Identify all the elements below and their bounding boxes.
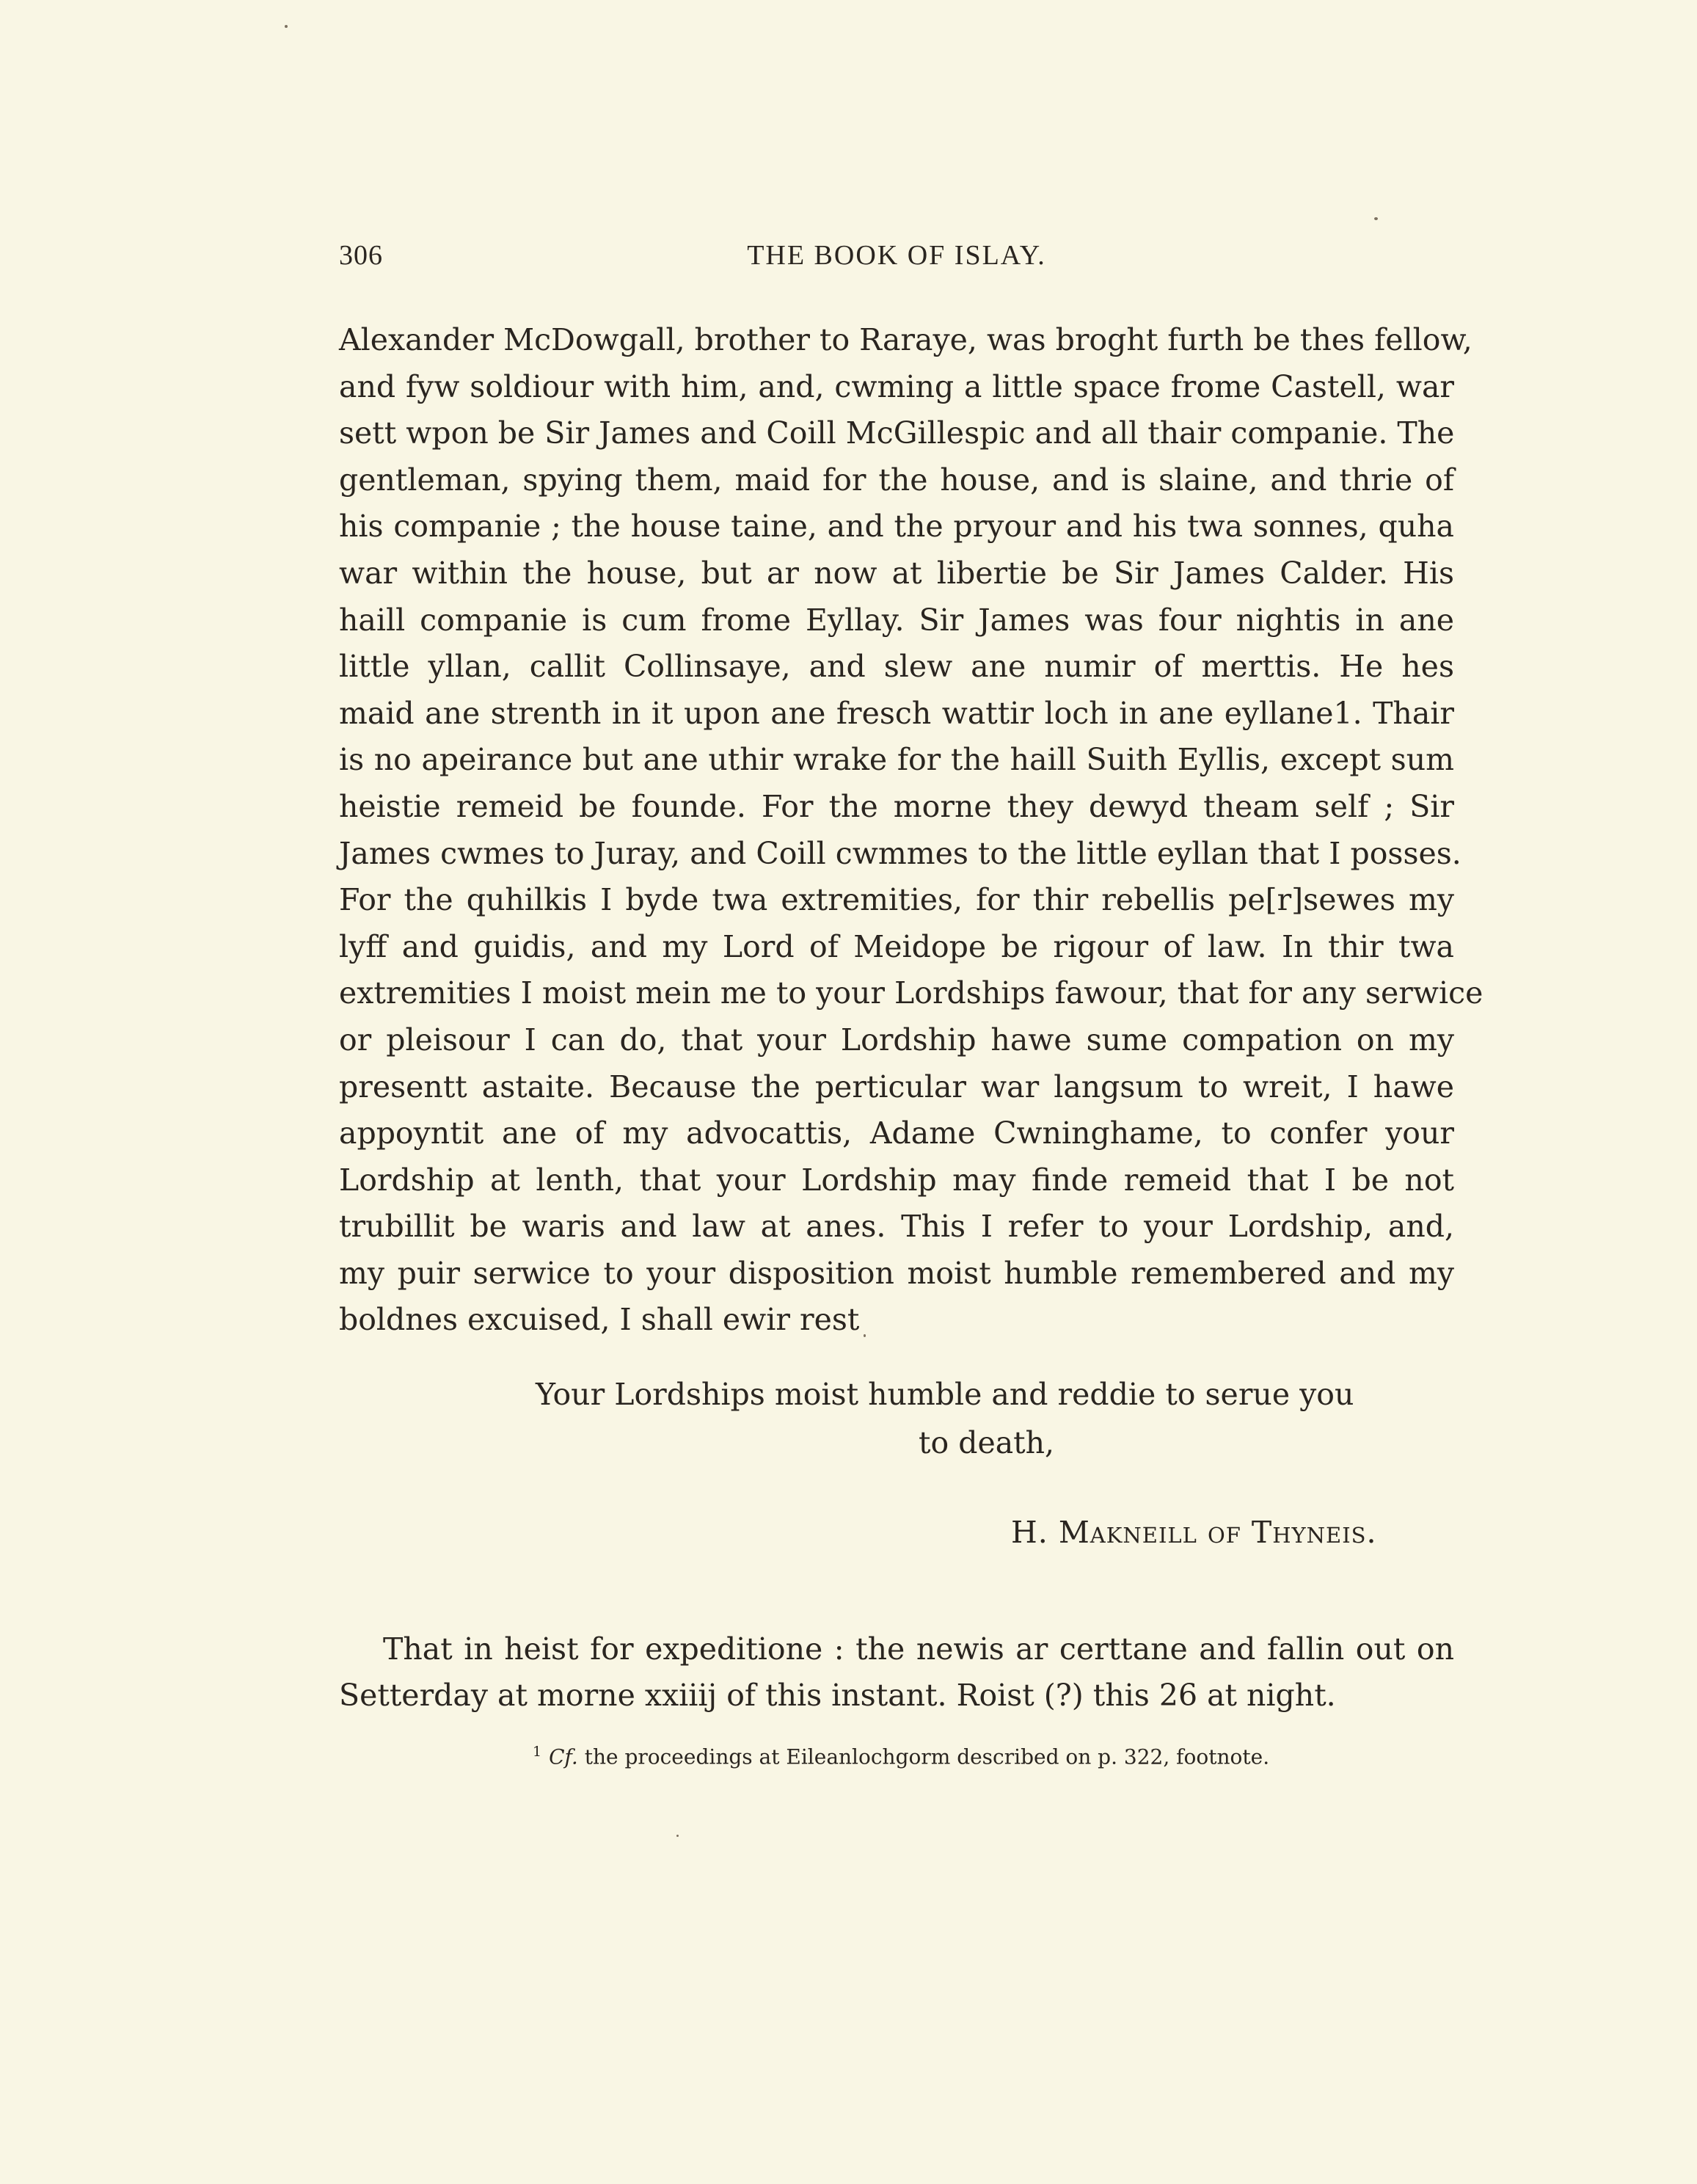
signature: H. Makneill of Thyneis. <box>1011 1515 1377 1550</box>
body-line: my puir serwice to your disposition moist humble remembered and my <box>339 1255 1454 1291</box>
body-line: lyff and guidis, and my Lord of Meidope be rigour of law. In thir twa <box>339 928 1454 964</box>
body-line: trubillit be waris and law at anes. This I refer to your Lordship, and, <box>339 1209 1454 1245</box>
body-line: is no apeirance but ane uthir wrake for the haill Suith Eyllis, except sum <box>339 742 1454 778</box>
body-line: Lordship at lenth, that your Lordship may finde remeid that I be not <box>339 1162 1454 1198</box>
footnote-abbrev: Cf. <box>549 1744 578 1769</box>
body-line: James cwmes to Juray, and Coill cwmmes to the little eyllan that I posses. <box>339 835 1461 871</box>
body-line: war within the house, but ar now at libertie be Sir James Calder. His <box>339 555 1454 591</box>
book-title: THE BOOK OF ISLAY. <box>747 240 1046 271</box>
running-head <box>339 239 1454 277</box>
body-line: For the quhilkis I byde twa extremities, for thir rebellis pe[r]sewes my <box>339 882 1454 918</box>
paper-speck <box>1374 217 1378 220</box>
footnote-text: the proceedings at Eileanlochgorm described on p. 322, footnote. <box>584 1744 1270 1769</box>
body-line: and fyw soldiour with him, and, cwming a little space frome Castell, war <box>339 368 1454 404</box>
footnote-mark: 1 <box>533 1744 542 1760</box>
closing-line: Your Lordships moist humble and reddie to serue you <box>536 1377 1354 1412</box>
paper-speck <box>285 25 288 28</box>
body-line: sett wpon be Sir James and Coill McGillespic and all thair companie. The <box>339 415 1455 451</box>
paper-speck <box>676 1835 679 1837</box>
postscript-line: Setterday at morne xxiiij of this instant. Roist (?) this 26 at night. <box>339 1678 1336 1713</box>
letter-body <box>339 317 1483 1344</box>
body-line: Alexander McDowgall, brother to Raraye, was broght furth be thes fellow, <box>339 322 1472 357</box>
body-line: boldnes excuised, I shall ewir rest <box>339 1302 860 1338</box>
page-number: 306 <box>339 240 383 271</box>
body-line: haill companie is cum frome Eyllay. Sir James was four nightis in ane <box>339 602 1454 638</box>
body-line: presentt astaite. Because the perticular war langsum to wreit, I hawe <box>339 1069 1454 1104</box>
paper-speck <box>864 1334 866 1337</box>
body-line: gentleman, spying them, maid for the house, and is slaine, and thrie of <box>339 462 1454 498</box>
postscript-line: That in heist for expeditione : the newis ar certtane and fallin out on <box>383 1631 1454 1667</box>
closing-line: to death, <box>919 1425 1055 1460</box>
body-line: appoyntit ane of my advocattis, Adame Cwninghame, to confer your <box>339 1115 1454 1151</box>
body-line: maid ane strenth in it upon ane fresch wattir loch in ane eyllane1. Thair <box>339 695 1454 731</box>
body-line: his companie ; the house taine, and the pryour and his twa sonnes, quha <box>339 509 1454 545</box>
postscript <box>339 1626 1454 1719</box>
body-line: or pleisour I can do, that your Lordship hawe sume compation on my <box>339 1022 1454 1058</box>
body-line: heistie remeid be founde. For the morne they dewyd theam self ; Sir <box>339 788 1454 824</box>
footnote <box>533 1744 1269 1769</box>
body-line: extremities I moist mein me to your Lordships fawour, that for any serwice <box>339 975 1483 1011</box>
body-line: little yllan, callit Collinsaye, and slew ane numir of merttis. He hes <box>339 649 1454 685</box>
